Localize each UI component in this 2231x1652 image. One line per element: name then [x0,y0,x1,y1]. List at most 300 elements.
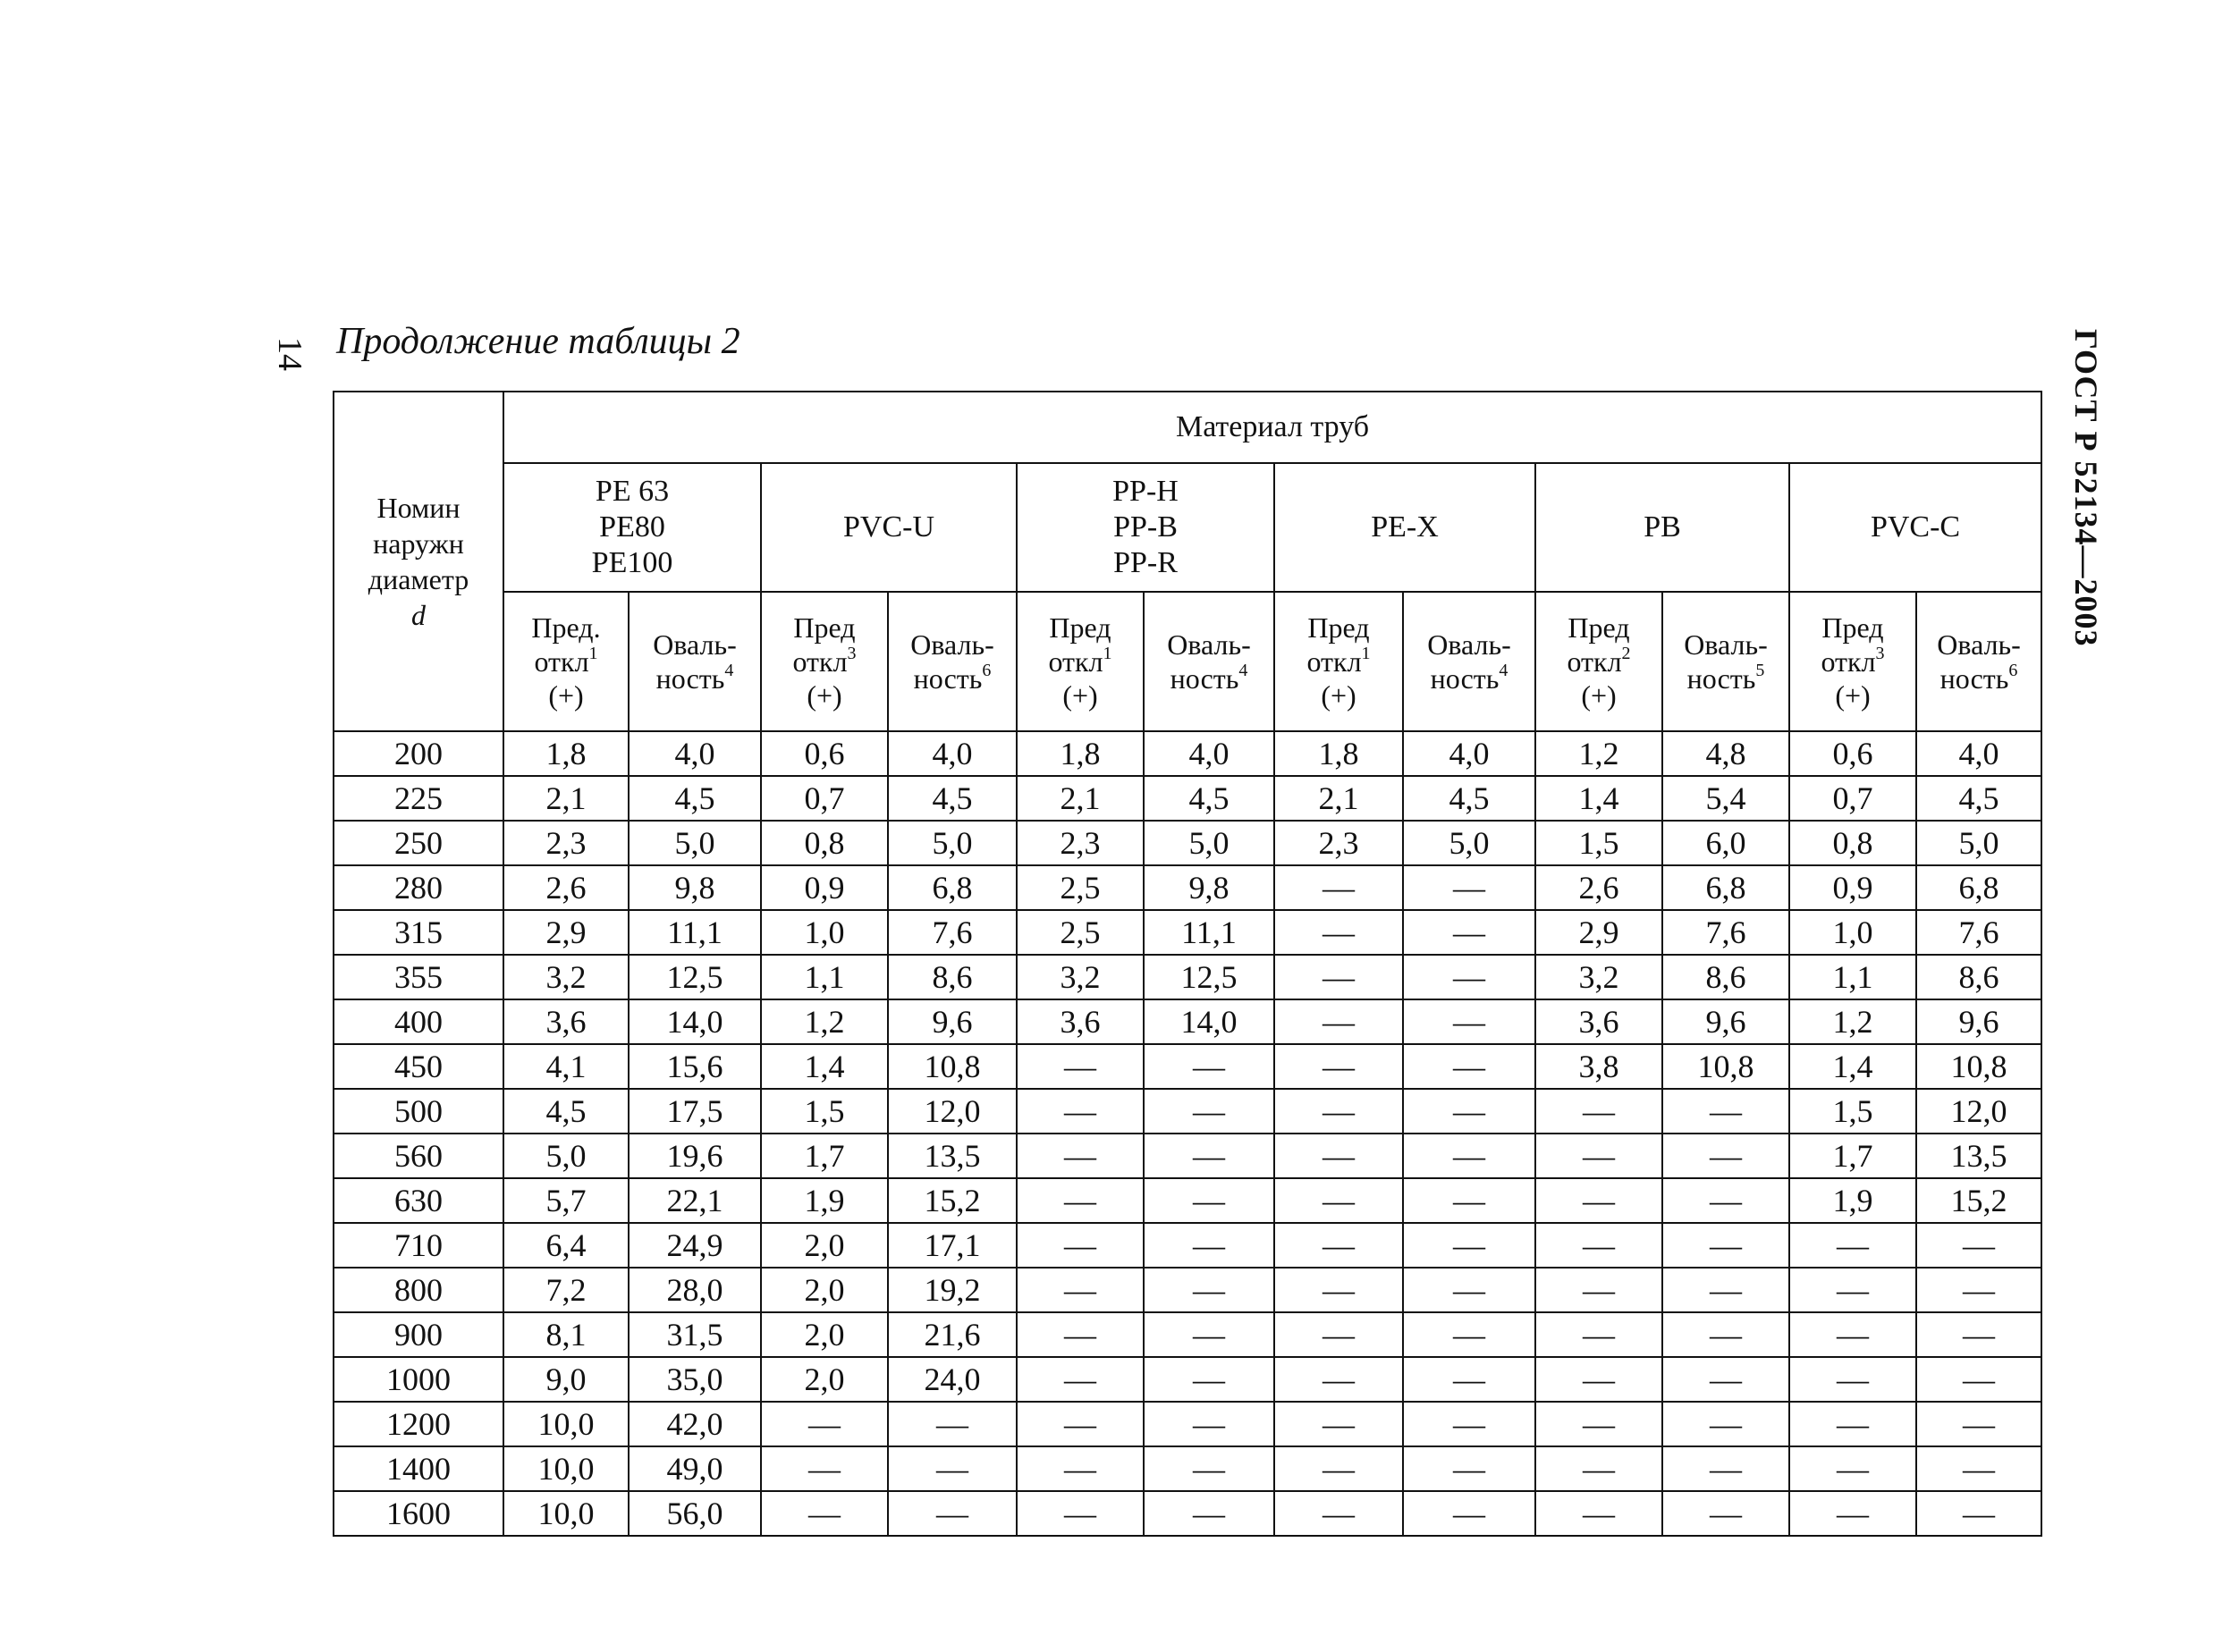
subheader-sign: (+) [1062,679,1098,712]
value-cell: — [1274,1178,1403,1223]
value-cell: 2,6 [503,865,629,910]
diameter-cell: 315 [334,910,503,955]
table-row [334,776,2041,821]
value-cell: — [1916,1402,2041,1446]
diameter-cell: 225 [334,776,503,821]
value-cell: 11,1 [1144,910,1274,955]
value-cell: 49,0 [629,1446,761,1491]
value-cell: — [1274,1223,1403,1268]
value-cell: 8,1 [503,1312,629,1357]
value-cell: 3,2 [503,955,629,999]
subheader-label: Пред откл [1821,611,1884,678]
value-cell: — [1144,1089,1274,1134]
value-cell: 10,8 [1916,1044,2041,1089]
value-cell: — [1789,1312,1916,1357]
value-cell: 5,0 [1403,821,1535,865]
table-row [334,731,2041,776]
value-cell: — [1403,1044,1535,1089]
value-cell: 0,9 [761,865,888,910]
value-cell: 17,5 [629,1089,761,1134]
value-cell: 1,2 [761,999,888,1044]
value-cell: 13,5 [888,1134,1017,1178]
value-cell: 2,9 [503,910,629,955]
value-cell: — [1144,1446,1274,1491]
value-cell: — [888,1402,1017,1446]
material-group-name: PP-H PP-B PP-R [1112,475,1179,579]
value-cell: 10,8 [1662,1044,1789,1089]
value-cell: — [1916,1357,2041,1402]
value-cell: 0,6 [761,731,888,776]
value-cell: — [1916,1223,2041,1268]
value-cell: 2,0 [761,1268,888,1312]
value-cell: 9,6 [1662,999,1789,1044]
material-group-name: PE-X [1371,510,1439,544]
table-caption: Продолжение таблицы 2 [336,321,740,362]
value-cell: — [1144,1312,1274,1357]
value-cell: 2,0 [761,1223,888,1268]
footnote-marker: 1 [1103,644,1112,663]
footnote-marker: 4 [1499,661,1508,680]
subheader-label: Пред откл [792,611,856,678]
value-cell: 3,2 [1535,955,1662,999]
value-cell: — [1403,1491,1535,1536]
value-cell: — [1144,1044,1274,1089]
diameter-cell: 250 [334,821,503,865]
value-cell: 4,5 [1403,776,1535,821]
value-cell: 2,5 [1017,910,1144,955]
value-cell: — [1274,1312,1403,1357]
subheader-label: Пред откл [1048,611,1111,678]
footnote-marker: 6 [2008,661,2018,680]
value-cell: 6,8 [1662,865,1789,910]
value-cell: — [1662,1357,1789,1402]
value-cell: 17,1 [888,1223,1017,1268]
deviation-header [503,592,629,731]
diameter-cell: 450 [334,1044,503,1089]
value-cell: 1,4 [1535,776,1662,821]
value-cell: 6,4 [503,1223,629,1268]
value-cell: 10,0 [503,1446,629,1491]
table-row [334,1134,2041,1178]
deviation-header [1017,592,1144,731]
diameter-header-label: Номин наружн диаметр [368,492,469,595]
value-cell: 8,6 [888,955,1017,999]
value-cell: 5,0 [888,821,1017,865]
table-row [334,1446,2041,1491]
value-cell: — [1403,1402,1535,1446]
diameter-cell: 710 [334,1223,503,1268]
value-cell: 2,3 [1274,821,1403,865]
value-cell: 2,1 [1017,776,1144,821]
value-cell: — [1403,1446,1535,1491]
diameter-cell: 630 [334,1178,503,1223]
value-cell: 14,0 [1144,999,1274,1044]
material-group-header [1789,463,2041,592]
value-cell: 1,9 [761,1178,888,1223]
value-cell: 0,7 [761,776,888,821]
table-body [334,731,2041,1536]
standard-designation: ГОСТ Р 52134—2003 [2068,329,2104,647]
table-row [334,910,2041,955]
value-cell: 5,4 [1662,776,1789,821]
value-cell: 6,8 [888,865,1017,910]
value-cell: 2,1 [1274,776,1403,821]
value-cell: — [1403,1312,1535,1357]
diameter-cell: 560 [334,1134,503,1178]
footnote-marker: 4 [724,661,734,680]
ovality-header [629,592,761,731]
value-cell: 4,0 [629,731,761,776]
value-cell: 1,9 [1789,1178,1916,1223]
value-cell: — [1017,1134,1144,1178]
ovality-header [1916,592,2041,731]
value-cell: 19,2 [888,1268,1017,1312]
value-cell: 7,6 [888,910,1017,955]
material-group-header [1017,463,1274,592]
value-cell: — [1274,865,1403,910]
subheader-sign: (+) [1581,679,1617,712]
value-cell: — [1789,1268,1916,1312]
diameter-cell: 1000 [334,1357,503,1402]
value-cell: 31,5 [629,1312,761,1357]
diameter-header [334,392,503,731]
value-cell: — [1144,1268,1274,1312]
value-cell: 7,6 [1662,910,1789,955]
value-cell: 42,0 [629,1402,761,1446]
table-row [334,1312,2041,1357]
value-cell: — [1535,1402,1662,1446]
diameter-cell: 500 [334,1089,503,1134]
value-cell: — [1535,1446,1662,1491]
value-cell: — [1017,1089,1144,1134]
material-header: Материал труб [503,392,2041,463]
value-cell: — [761,1446,888,1491]
value-cell: 8,6 [1662,955,1789,999]
value-cell: 6,0 [1662,821,1789,865]
deviation-header [761,592,888,731]
value-cell: 0,8 [761,821,888,865]
value-cell: 3,6 [1017,999,1144,1044]
value-cell: — [1017,1178,1144,1223]
value-cell: 5,7 [503,1178,629,1223]
value-cell: — [1916,1268,2041,1312]
footnote-marker: 6 [982,661,992,680]
value-cell: 1,0 [1789,910,1916,955]
subheader-sign: (+) [1835,679,1871,712]
material-group-header [1274,463,1535,592]
value-cell: 7,2 [503,1268,629,1312]
value-cell: — [1662,1446,1789,1491]
table-row [334,1089,2041,1134]
value-cell: 35,0 [629,1357,761,1402]
subheader-sign: (+) [548,679,584,712]
value-cell: 12,0 [1916,1089,2041,1134]
value-cell: 10,8 [888,1044,1017,1089]
value-cell: 8,6 [1916,955,2041,999]
value-cell: 4,0 [1916,731,2041,776]
ovality-header [1403,592,1535,731]
value-cell: — [1789,1446,1916,1491]
table-row [334,1223,2041,1268]
value-cell: 0,9 [1789,865,1916,910]
value-cell: — [1403,955,1535,999]
footnote-marker: 1 [1361,644,1371,663]
value-cell: — [1144,1223,1274,1268]
value-cell: — [1144,1402,1274,1446]
value-cell: — [1017,1223,1144,1268]
footnote-marker: 2 [1621,644,1631,663]
footnote-marker: 5 [1755,661,1765,680]
value-cell: 15,2 [888,1178,1017,1223]
value-cell: 1,0 [761,910,888,955]
value-cell: 3,6 [503,999,629,1044]
value-cell: 3,6 [1535,999,1662,1044]
material-group-name: PE 63 PE80 PE100 [591,475,673,579]
value-cell: — [1789,1357,1916,1402]
value-cell: — [1017,1402,1144,1446]
table-row [334,955,2041,999]
page-number: 14 [271,337,308,371]
value-cell: — [888,1491,1017,1536]
deviation-header [1789,592,1916,731]
value-cell: 4,5 [1916,776,2041,821]
diameter-cell: 400 [334,999,503,1044]
value-cell: — [1662,1268,1789,1312]
value-cell: 1,8 [503,731,629,776]
material-group-header [503,463,761,592]
subheader-label: Пред. откл [531,611,601,678]
table-row [334,1178,2041,1223]
value-cell: 5,0 [1144,821,1274,865]
value-cell: 2,3 [1017,821,1144,865]
deviation-header [1535,592,1662,731]
footnote-marker: 4 [1238,661,1248,680]
subheader-label: Пред откл [1567,611,1630,678]
value-cell: — [1403,1268,1535,1312]
value-cell: 4,0 [888,731,1017,776]
value-cell: — [761,1491,888,1536]
value-cell: 7,6 [1916,910,2041,955]
value-cell: — [1017,1446,1144,1491]
material-group-header [761,463,1017,592]
value-cell: — [1403,910,1535,955]
table-row [334,865,2041,910]
value-cell: 1,8 [1274,731,1403,776]
footnote-marker: 3 [847,644,857,663]
value-cell: 3,8 [1535,1044,1662,1089]
deviation-header [1274,592,1403,731]
value-cell: 2,6 [1535,865,1662,910]
value-cell: — [1662,1134,1789,1178]
value-cell: — [1535,1134,1662,1178]
value-cell: 9,8 [629,865,761,910]
value-cell: 0,8 [1789,821,1916,865]
value-cell: — [1789,1223,1916,1268]
material-group-header [1535,463,1789,592]
value-cell: — [1274,1402,1403,1446]
value-cell: 15,6 [629,1044,761,1089]
value-cell: 1,1 [761,955,888,999]
subheader-label: Пред откл [1306,611,1370,678]
subheader-label: Оваль- ность [1167,628,1251,695]
value-cell: 15,2 [1916,1178,2041,1223]
value-cell: 1,5 [1789,1089,1916,1134]
value-cell: — [888,1446,1017,1491]
value-cell: 1,1 [1789,955,1916,999]
diameter-cell: 280 [334,865,503,910]
subheader-sign: (+) [807,679,842,712]
value-cell: 14,0 [629,999,761,1044]
diameter-cell: 1600 [334,1491,503,1536]
value-cell: 10,0 [503,1491,629,1536]
value-cell: 9,8 [1144,865,1274,910]
value-cell: 2,9 [1535,910,1662,955]
value-cell: — [1274,1089,1403,1134]
value-cell: 10,0 [503,1402,629,1446]
diameter-cell: 1200 [334,1402,503,1446]
value-cell: — [1017,1491,1144,1536]
table-row [334,1044,2041,1089]
value-cell: 4,5 [1144,776,1274,821]
material-group-name: PB [1644,510,1681,544]
value-cell: — [1535,1223,1662,1268]
value-cell: 9,0 [503,1357,629,1402]
value-cell: — [1144,1178,1274,1223]
value-cell: 4,5 [888,776,1017,821]
value-cell: 21,6 [888,1312,1017,1357]
value-cell: — [1274,910,1403,955]
value-cell: 1,8 [1017,731,1144,776]
value-cell: 12,5 [629,955,761,999]
value-cell: — [1662,1178,1789,1223]
subheader-label: Оваль- ность [653,628,737,695]
value-cell: 12,0 [888,1089,1017,1134]
value-cell: — [1144,1491,1274,1536]
value-cell: — [1789,1491,1916,1536]
value-cell: 56,0 [629,1491,761,1536]
value-cell: 5,0 [629,821,761,865]
value-cell: — [1916,1491,2041,1536]
value-cell: — [1535,1491,1662,1536]
value-cell: 2,0 [761,1312,888,1357]
value-cell: — [1274,955,1403,999]
value-cell: — [1662,1402,1789,1446]
table-row [334,1357,2041,1402]
table-row [334,1402,2041,1446]
value-cell: 28,0 [629,1268,761,1312]
value-cell: 2,0 [761,1357,888,1402]
value-cell: — [1662,1223,1789,1268]
value-cell: — [1403,1178,1535,1223]
value-cell: 2,5 [1017,865,1144,910]
footnote-marker: 3 [1875,644,1885,663]
value-cell: — [1403,1089,1535,1134]
value-cell: 1,5 [761,1089,888,1134]
table-header [334,392,2041,731]
diameter-cell: 355 [334,955,503,999]
value-cell: — [1916,1446,2041,1491]
value-cell: 0,6 [1789,731,1916,776]
value-cell: 4,1 [503,1044,629,1089]
value-cell: 12,5 [1144,955,1274,999]
value-cell: 11,1 [629,910,761,955]
value-cell: 6,8 [1916,865,2041,910]
material-group-name: PVC-U [842,510,935,544]
value-cell: — [761,1402,888,1446]
subheader-label: Оваль- ность [1427,628,1511,695]
value-cell: 13,5 [1916,1134,2041,1178]
diameter-cell: 200 [334,731,503,776]
value-cell: — [1535,1089,1662,1134]
value-cell: 4,0 [1403,731,1535,776]
value-cell: — [1403,1134,1535,1178]
value-cell: 3,2 [1017,955,1144,999]
subheader-label: Оваль- ность [910,628,994,695]
value-cell: 2,1 [503,776,629,821]
value-cell: — [1662,1089,1789,1134]
value-cell: — [1017,1357,1144,1402]
value-cell: 1,4 [1789,1044,1916,1089]
value-cell: 5,0 [503,1134,629,1178]
value-cell: — [1274,1134,1403,1178]
value-cell: 24,9 [629,1223,761,1268]
value-cell: 4,8 [1662,731,1789,776]
subheader-label: Оваль- ность [1684,628,1768,695]
value-cell: — [1274,1044,1403,1089]
diameter-symbol: d [411,599,426,631]
value-cell: — [1274,999,1403,1044]
value-cell: — [1274,1268,1403,1312]
ovality-header [888,592,1017,731]
value-cell: 24,0 [888,1357,1017,1402]
value-cell: — [1403,1357,1535,1402]
value-cell: — [1403,865,1535,910]
value-cell: 0,7 [1789,776,1916,821]
table-row [334,1491,2041,1536]
value-cell: — [1403,1223,1535,1268]
value-cell: — [1535,1312,1662,1357]
value-cell: — [1274,1446,1403,1491]
value-cell: 22,1 [629,1178,761,1223]
value-cell: — [1144,1134,1274,1178]
value-cell: — [1017,1312,1144,1357]
value-cell: 19,6 [629,1134,761,1178]
diameter-cell: 1400 [334,1446,503,1491]
value-cell: 1,7 [1789,1134,1916,1178]
value-cell: — [1017,1044,1144,1089]
subheader-label: Оваль- ность [1937,628,2021,695]
diameter-cell: 900 [334,1312,503,1357]
value-cell: — [1662,1491,1789,1536]
value-cell: — [1535,1178,1662,1223]
table-row [334,999,2041,1044]
value-cell: — [1535,1268,1662,1312]
table-row [334,821,2041,865]
value-cell: 1,5 [1535,821,1662,865]
value-cell: 4,5 [629,776,761,821]
value-cell: 1,4 [761,1044,888,1089]
value-cell: — [1274,1357,1403,1402]
footnote-marker: 1 [588,644,598,663]
diameter-cell: 800 [334,1268,503,1312]
table-row [334,1268,2041,1312]
ovality-header [1144,592,1274,731]
value-cell: — [1916,1312,2041,1357]
value-cell: 1,2 [1535,731,1662,776]
data-table [333,391,2042,1537]
value-cell: — [1535,1357,1662,1402]
value-cell: — [1274,1491,1403,1536]
